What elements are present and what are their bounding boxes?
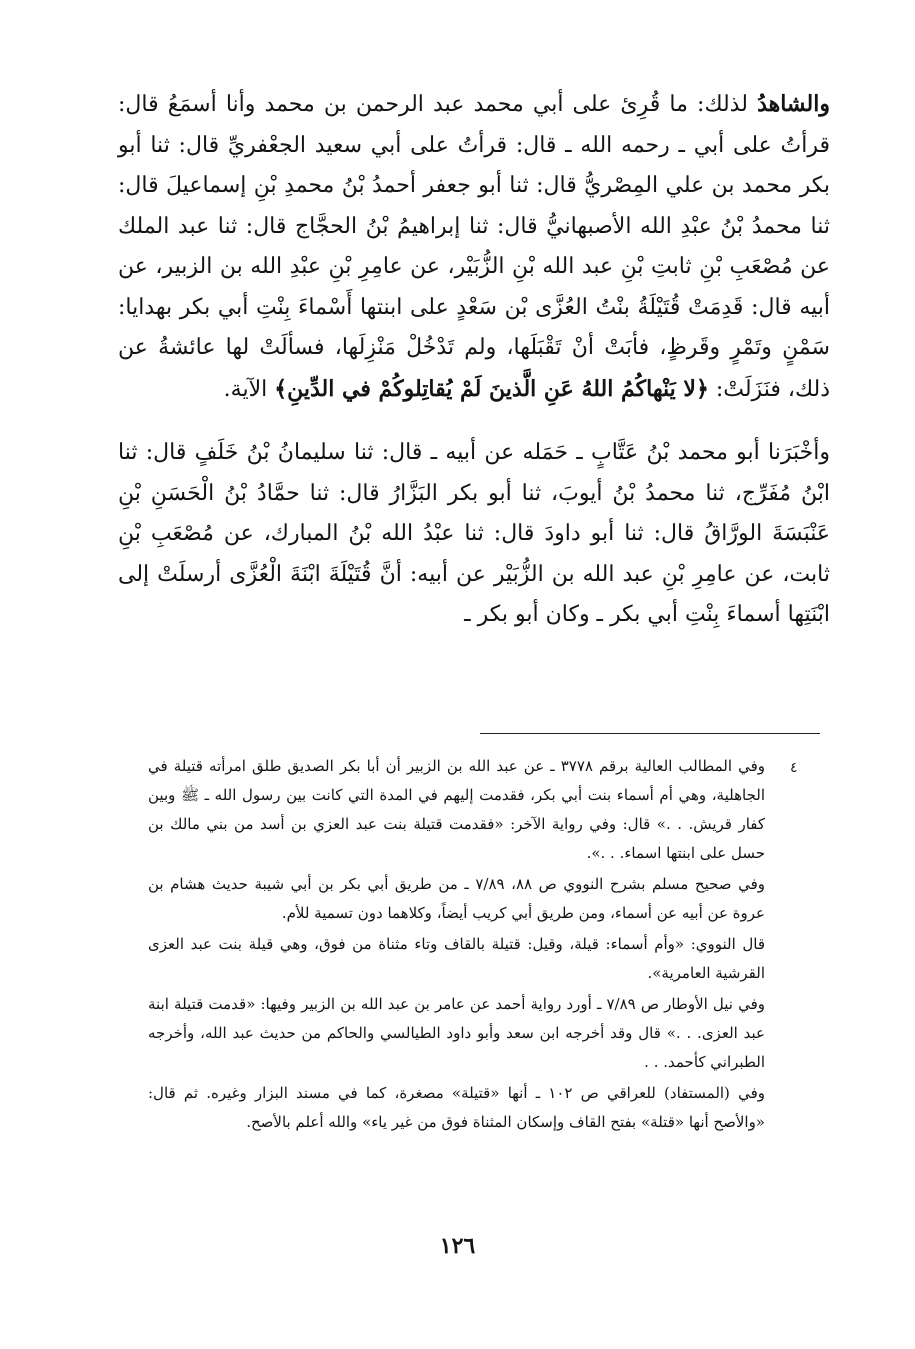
footnote-paragraph: قال النووي: «وأم أسماء: قيلة، وقيل: قتيلة بالقاف وتاء مثناة من فوق، وهي قيلة بنت عبد العزى القرشية العامرية». [148, 935, 765, 982]
main-text [118, 84, 830, 636]
footnote-separator [480, 733, 820, 734]
footnote-paragraph: وفي نيل الأوطار ص ٧/٨٩ ـ أورد رواية أحمد عن عامر بن عبد الله بن الزبير وفيها: «قدمت قتيلة ابنة عبد العزى. . .» قال وقد أخرجه ابن سعد وأبو داود الطيالسي والحاكم من حديث عبد الله، وأخرجه الطبراني كأحمد. . . [148, 995, 766, 1071]
page-number: ١٢٦ [439, 1233, 476, 1259]
quran-verse: ﴿لا يَنْهاكُمُ اللهُ عَنِ الَّذينَ لَمْ يُقاتِلوكُمْ في الدِّينِ﴾ [274, 375, 709, 402]
main-paragraph-1 [118, 84, 830, 410]
footnote-marker: ٤ [790, 760, 798, 776]
footnote-paragraph: وفي صحيح مسلم بشرح النووي ص ٨٨، ٧/٨٩ ـ من طريق أبي بكر بن أبي شيبة حديث هشام بن عروة عن أبيه عن أسماء، ومن طريق أبي كريب أيضاً، وكلاهما دون تسمية للأم. [148, 875, 766, 922]
lead-word: والشاهدُ [757, 91, 830, 117]
paragraph-1-end: الآية. [223, 376, 268, 402]
footnote-paragraph: وفي (المستفاد) للعراقي ص ١٠٢ ـ أنها «قتيلة» مصغرة، كما في مسند البزار وغيره. ثم قال: «والأصح أنها «قتلة» بفتح القاف وإسكان المثناة فوق من غير ياء» والله أعلم بالأصح. [148, 1084, 766, 1131]
footnote-paragraph: وفي المطالب العالية برقم ٣٧٧٨ ـ عن عبد الله بن الزبير أن أبا بكر الصديق طلق امرأته قتيلة في الجاهلية، وهي أم أسماء بنت أبي بكر، فقدمت إليهم في المدة التي كانت بين رسول الله ـ ﷺ وبين كفار قريش. . .» قال: وفي رواية الآخر: «فقدمت قتيلة بنت عبد العزي بن أسد من بني مالك بن حسل على ابنتها اسماء. . .». [148, 757, 765, 862]
paragraph-1-body: لذلك: ما قُرِئ على أبي محمد عبد الرحمن بن محمد وأنا أسمَعُ قال: قرأتُ على أبي ـ رحمه الله ـ قال: قرأتُ على أبي سعيد الجعْفريِّ قال: ثنا أبو بكر محمد بن علي المِصْريُّ قال: ثنا أبو جعفر أحمدُ بْنُ محمدِ بْنِ إسماعيلَ قال: ثنا محمدُ بْنُ عبْدِ الله الأصبهانيُّ قال: ثنا إبراهيمُ بْنُ الحجَّاج قال: ثنا عبد الملك عن مُصْعَبِ بْنِ ثابتِ بْنِ عبد الله بْنِ الزُّبَيْر، عن عامِرِ بْنِ عبْدِ الله بن الزبير، عن أبيه قال: قَدِمَتْ قُتَيْلَةُ بنْتُ العُزَّى بْن سَعْدٍ على ابنتها أَسْماءَ بِنْتِ أبي بكر بهدايا: سَمْنٍ وتَمْرٍ وقَرظٍ، فأبَتْ أنْ تَقْبَلَها، ولم تَدْخُلْ مَنْزِلَها، فسألَتْ لها عائشةُ عن ذلك، فنَزَلَتْ: [118, 92, 830, 402]
main-paragraph-2: وأخْبَرَنا أبو محمد بْنُ عَتَّابٍ ـ حَمَله عن أبيه ـ قال: ثنا سليمانُ بْنُ خَلَفٍ قال: ثنا ابْنُ مُفَرِّج، ثنا محمدُ بْنُ أيوبَ، ثنا أبو بكر البَزَّارُ قال: ثنا حمَّادُ بْنُ الْحَسَنِ بْنِ عَنْبَسَةَ الورَّاقُ قال: ثنا أبو داودَ قال: ثنا عبْدُ الله بْنُ المبارك، عن مُصْعَبِ بْنِ ثابت، عن عامِرِ بْنِ عبد الله بن الزُّبَيْر عن أبيه: أنَّ قُتَيْلَةَ ابْنَةَ الْعُزَّى أرسلَتْ إلى ابْنَتِها أسماءَ بِنْتِ أبي بكر ـ وكان أبو بكر ـ [118, 440, 830, 627]
footnotes [148, 752, 765, 1139]
